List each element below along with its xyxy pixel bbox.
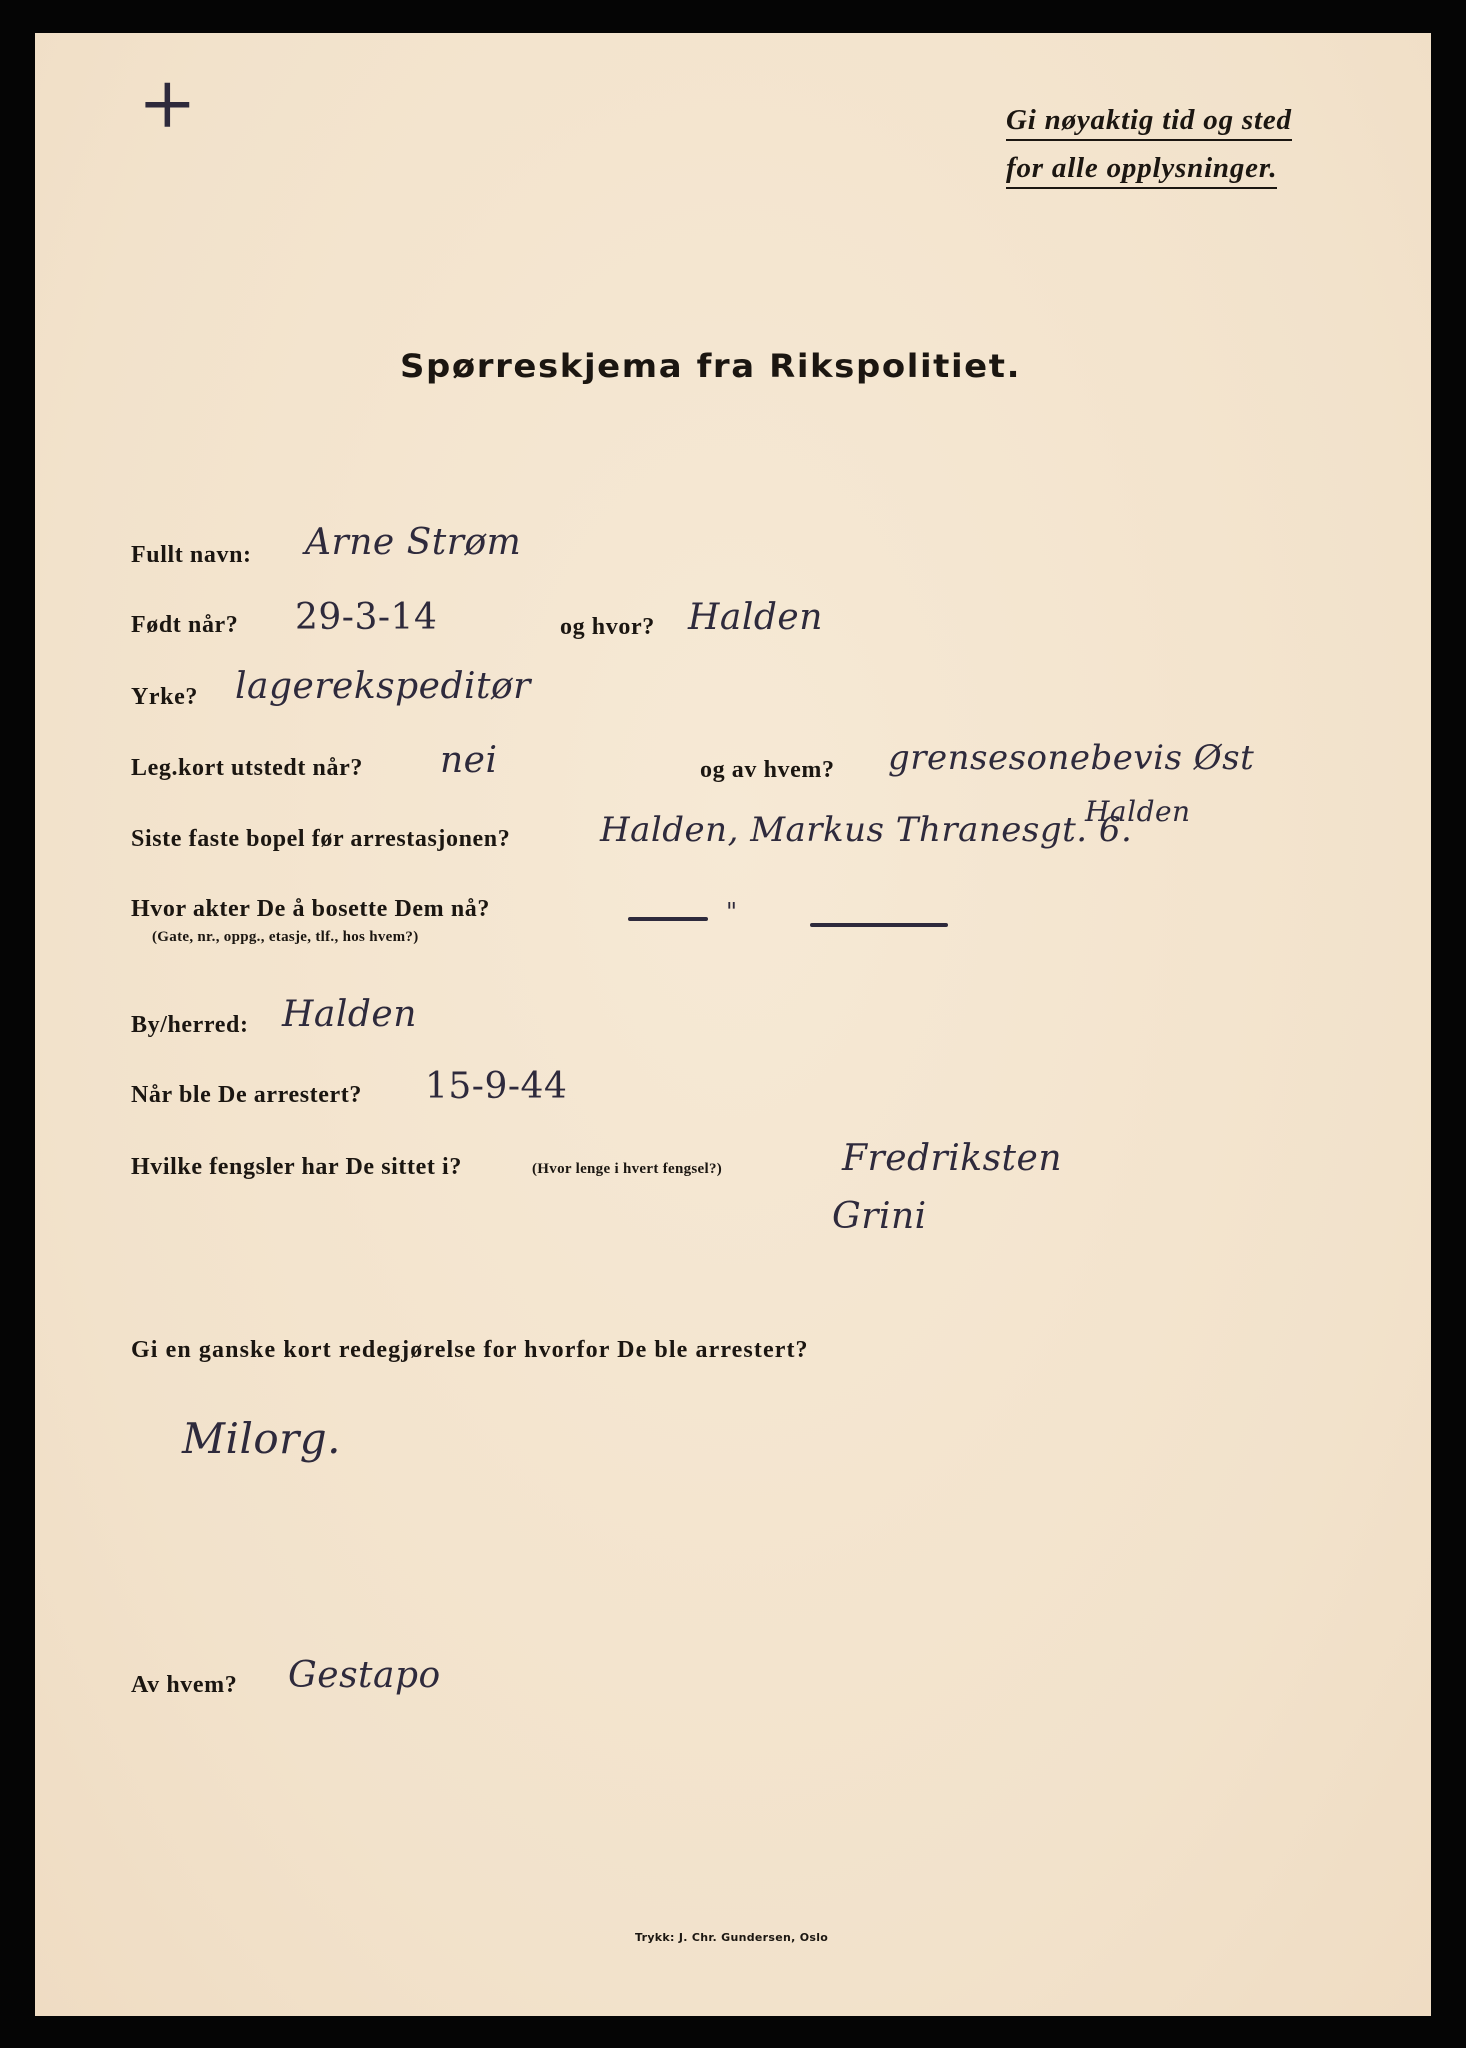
label-av-hvem: Av hvem? — [131, 1672, 238, 1698]
value-siste-bopel-extra: Halden — [1085, 795, 1191, 828]
value-og-av-hvem: grensesonebevis Øst — [888, 738, 1255, 778]
value-av-hvem: Gestapo — [288, 1655, 441, 1696]
label-bosette: Hvor akter De å bosette Dem nå? — [131, 896, 490, 922]
value-yrke: lagerekspeditør — [235, 666, 531, 707]
label-siste-bopel: Siste faste bopel før arrestasjonen? — [131, 826, 511, 852]
label-by-herred: By/herred: — [131, 1012, 249, 1038]
instruction-line-1: Gi nøyaktig tid og sted — [1006, 104, 1292, 141]
value-legkort: nei — [440, 740, 498, 781]
label-og-hvor: og hvor? — [560, 614, 655, 640]
form-title: Spørreskjema fra Rikspolitiet. — [400, 347, 1022, 385]
instruction-line-2: for alle opplysninger. — [1006, 152, 1277, 189]
label-fengsler: Hvilke fengsler har De sittet i? — [131, 1154, 462, 1180]
value-fengsler-2: Grini — [832, 1196, 927, 1237]
sublabel-bosette: (Gate, nr., oppg., etasje, tlf., hos hvem?) — [152, 929, 419, 945]
value-bosette: " — [726, 898, 738, 926]
label-arrestert: Når ble De arrestert? — [131, 1082, 362, 1108]
value-og-hvor: Halden — [688, 597, 823, 638]
label-og-av-hvem: og av hvem? — [700, 757, 835, 783]
dash-line-left — [628, 917, 708, 921]
label-legkort: Leg.kort utstedt når? — [131, 755, 363, 781]
value-fodt-nar: 29-3-14 — [295, 597, 438, 638]
label-redegjorelse: Gi en ganske kort redegjørelse for hvorfor De ble arrestert? — [131, 1337, 809, 1363]
value-fengsler-1: Fredriksten — [842, 1138, 1063, 1179]
value-fullt-navn: Arne Strøm — [305, 522, 522, 563]
dash-line-right — [810, 923, 948, 927]
label-fullt-navn: Fullt navn: — [131, 542, 252, 568]
value-by-herred: Halden — [282, 994, 417, 1035]
value-redegjorelse: Milorg. — [182, 1414, 341, 1463]
value-arrestert: 15-9-44 — [425, 1066, 568, 1107]
label-yrke: Yrke? — [131, 684, 198, 710]
value-siste-bopel: Halden, Markus Thranesgt. 6. — [600, 810, 1133, 850]
label-fodt-nar: Født når? — [131, 612, 239, 638]
printer-credit: Trykk: J. Chr. Gundersen, Oslo — [635, 1931, 829, 1944]
sublabel-fengsler: (Hvor lenge i hvert fengsel?) — [532, 1161, 723, 1177]
corner-mark: + — [138, 62, 198, 144]
